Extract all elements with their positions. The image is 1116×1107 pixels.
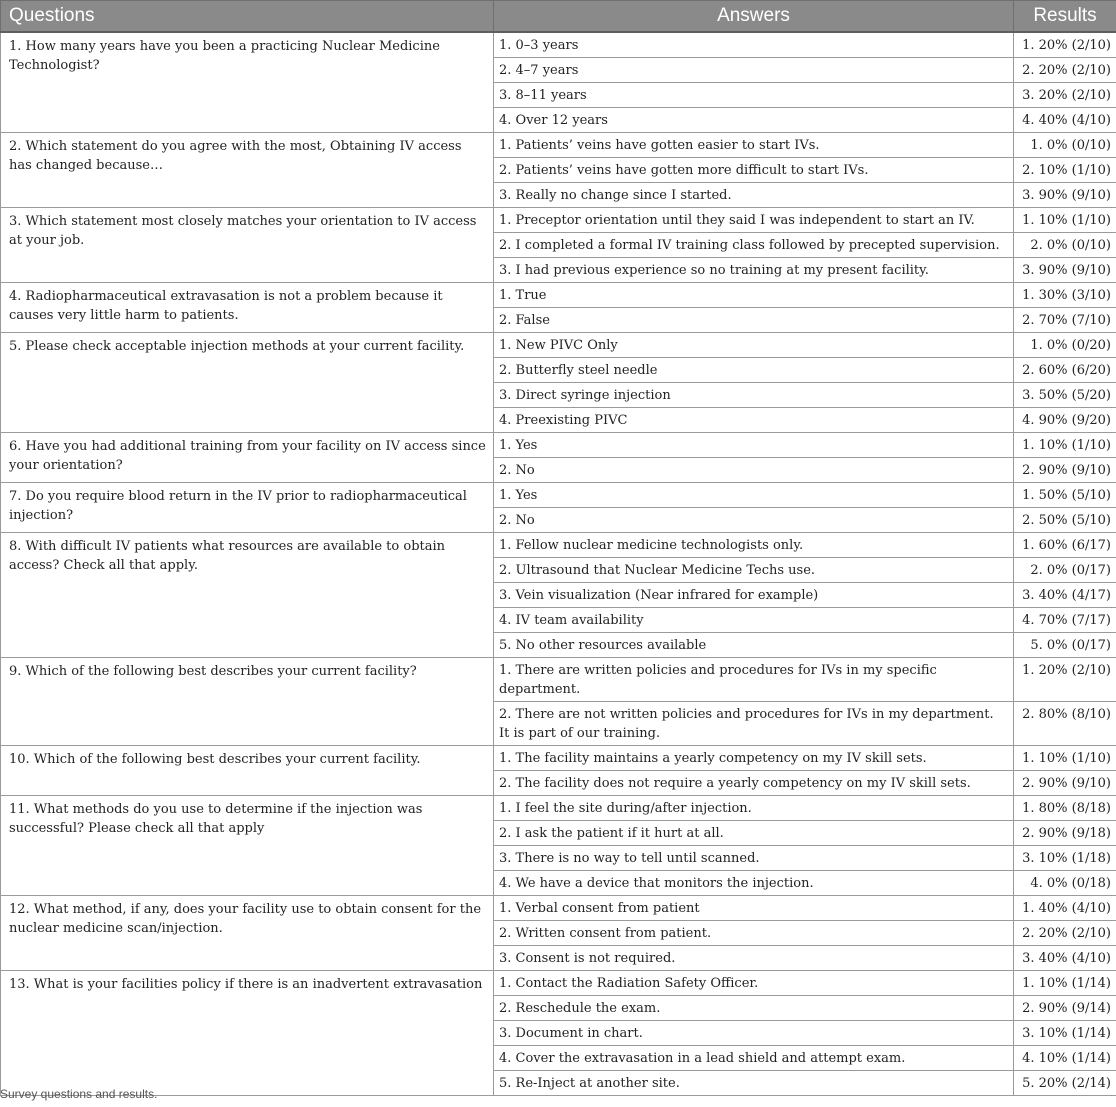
answer-cell: 4. Preexisting PIVC	[494, 408, 1014, 433]
result-cell: 1. 10% (1/10)	[1014, 433, 1116, 458]
answer-cell: 3. There is no way to tell until scanned.	[494, 846, 1014, 871]
result-cell: 4. 40% (4/10)	[1014, 108, 1116, 133]
table-row	[1, 208, 1116, 233]
result-cell: 1. 40% (4/10)	[1014, 896, 1116, 921]
answer-cell: 3. Vein visualization (Near infrared for example)	[494, 583, 1014, 608]
answer-cell: 3. Direct syringe injection	[494, 383, 1014, 408]
answer-cell: 2. No	[494, 508, 1014, 533]
answer-cell: 2. Reschedule the exam.	[494, 996, 1014, 1021]
result-cell: 2. 20% (2/10)	[1014, 921, 1116, 946]
answer-cell: 4. Cover the extravasation in a lead shield and attempt exam.	[494, 1046, 1014, 1071]
answer-cell: 2. Written consent from patient.	[494, 921, 1014, 946]
answer-cell: 5. No other resources available	[494, 633, 1014, 658]
table-row	[1, 283, 1116, 308]
result-cell: 2. 90% (9/18)	[1014, 821, 1116, 846]
answer-cell: 4. We have a device that monitors the injection.	[494, 871, 1014, 896]
result-cell: 1. 10% (1/10)	[1014, 746, 1116, 771]
table-header	[1, 1, 1116, 33]
table-row	[1, 971, 1116, 996]
result-cell: 1. 80% (8/18)	[1014, 796, 1116, 821]
result-cell: 2. 90% (9/10)	[1014, 458, 1116, 483]
result-cell: 2. 80% (8/10)	[1014, 702, 1116, 746]
result-cell: 1. 0% (0/20)	[1014, 333, 1116, 358]
result-cell: 3. 10% (1/14)	[1014, 1021, 1116, 1046]
result-cell: 1. 0% (0/10)	[1014, 133, 1116, 158]
result-cell: 4. 0% (0/18)	[1014, 871, 1116, 896]
answer-cell: 1. New PIVC Only	[494, 333, 1014, 358]
table-row	[1, 333, 1116, 358]
table-row	[1, 483, 1116, 508]
answer-cell: 2. The facility does not require a yearly competency on my IV skill sets.	[494, 771, 1014, 796]
answer-cell: 2. No	[494, 458, 1014, 483]
header-questions: Questions	[1, 1, 494, 33]
result-cell: 2. 0% (0/10)	[1014, 233, 1116, 258]
result-cell: 3. 40% (4/10)	[1014, 946, 1116, 971]
answer-cell: 3. Consent is not required.	[494, 946, 1014, 971]
answer-cell: 2. I completed a formal IV training class followed by precepted supervision.	[494, 233, 1014, 258]
table-row	[1, 658, 1116, 702]
result-cell: 1. 60% (6/17)	[1014, 533, 1116, 558]
answer-cell: 2. Butterfly steel needle	[494, 358, 1014, 383]
header-results: Results	[1014, 1, 1116, 33]
answer-cell: 1. Fellow nuclear medicine technologists only.	[494, 533, 1014, 558]
answer-cell: 4. Over 12 years	[494, 108, 1014, 133]
answer-cell: 1. Yes	[494, 433, 1014, 458]
result-cell: 2. 0% (0/17)	[1014, 558, 1116, 583]
question-cell: 7. Do you require blood return in the IV prior to radiopharmaceutical injection?	[1, 483, 494, 533]
result-cell: 1. 10% (1/10)	[1014, 208, 1116, 233]
answer-cell: 1. Verbal consent from patient	[494, 896, 1014, 921]
result-cell: 2. 70% (7/10)	[1014, 308, 1116, 333]
result-cell: 2. 90% (9/14)	[1014, 996, 1116, 1021]
question-cell: 2. Which statement do you agree with the most, Obtaining IV access has changed because…	[1, 133, 494, 208]
answer-cell: 2. I ask the patient if it hurt at all.	[494, 821, 1014, 846]
result-cell: 5. 20% (2/14)	[1014, 1071, 1116, 1096]
result-cell: 3. 90% (9/10)	[1014, 258, 1116, 283]
question-cell: 4. Radiopharmaceutical extravasation is not a problem because it causes very little harm to patients.	[1, 283, 494, 333]
result-cell: 1. 50% (5/10)	[1014, 483, 1116, 508]
answer-cell: 1. 0–3 years	[494, 32, 1014, 58]
table-row	[1, 796, 1116, 821]
answer-cell: 2. Ultrasound that Nuclear Medicine Techs use.	[494, 558, 1014, 583]
result-cell: 2. 50% (5/10)	[1014, 508, 1116, 533]
answer-cell: 2. Patients’ veins have gotten more difficult to start IVs.	[494, 158, 1014, 183]
question-cell: 9. Which of the following best describes your current facility?	[1, 658, 494, 746]
answer-cell: 3. Document in chart.	[494, 1021, 1014, 1046]
question-cell: 3. Which statement most closely matches your orientation to IV access at your job.	[1, 208, 494, 283]
answer-cell: 2. False	[494, 308, 1014, 333]
table-row	[1, 746, 1116, 771]
result-cell: 2. 10% (1/10)	[1014, 158, 1116, 183]
result-cell: 2. 90% (9/10)	[1014, 771, 1116, 796]
question-cell: 10. Which of the following best describes your current facility.	[1, 746, 494, 796]
table-row	[1, 133, 1116, 158]
table-row	[1, 32, 1116, 58]
result-cell: 3. 20% (2/10)	[1014, 83, 1116, 108]
header-answers: Answers	[494, 1, 1014, 33]
answer-cell: 1. There are written policies and procedures for IVs in my specific department.	[494, 658, 1014, 702]
answer-cell: 1. True	[494, 283, 1014, 308]
answer-cell: 5. Re-Inject at another site.	[494, 1071, 1014, 1096]
result-cell: 2. 60% (6/20)	[1014, 358, 1116, 383]
answer-cell: 2. 4–7 years	[494, 58, 1014, 83]
result-cell: 3. 40% (4/17)	[1014, 583, 1116, 608]
table-caption: Survey questions and results.	[0, 1087, 158, 1101]
result-cell: 2. 20% (2/10)	[1014, 58, 1116, 83]
result-cell: 3. 90% (9/10)	[1014, 183, 1116, 208]
answer-cell: 1. Patients’ veins have gotten easier to start IVs.	[494, 133, 1014, 158]
result-cell: 5. 0% (0/17)	[1014, 633, 1116, 658]
answer-cell: 1. The facility maintains a yearly competency on my IV skill sets.	[494, 746, 1014, 771]
result-cell: 1. 10% (1/14)	[1014, 971, 1116, 996]
question-cell: 6. Have you had additional training from your facility on IV access since your orientation?	[1, 433, 494, 483]
table-row	[1, 896, 1116, 921]
result-cell: 4. 70% (7/17)	[1014, 608, 1116, 633]
answer-cell: 3. Really no change since I started.	[494, 183, 1014, 208]
question-cell: 12. What method, if any, does your facility use to obtain consent for the nuclear medicine scan/injection.	[1, 896, 494, 971]
result-cell: 1. 30% (3/10)	[1014, 283, 1116, 308]
answer-cell: 4. IV team availability	[494, 608, 1014, 633]
result-cell: 1. 20% (2/10)	[1014, 32, 1116, 58]
result-cell: 4. 10% (1/14)	[1014, 1046, 1116, 1071]
table-body	[1, 32, 1116, 1096]
question-cell: 8. With difficult IV patients what resources are available to obtain access? Check all that apply.	[1, 533, 494, 658]
answer-cell: 3. I had previous experience so no training at my present facility.	[494, 258, 1014, 283]
question-cell: 11. What methods do you use to determine if the injection was successful? Please check all that apply	[1, 796, 494, 896]
result-cell: 3. 10% (1/18)	[1014, 846, 1116, 871]
answer-cell: 1. Preceptor orientation until they said I was independent to start an IV.	[494, 208, 1014, 233]
answer-cell: 2. There are not written policies and procedures for IVs in my department. It is part of our training.	[494, 702, 1014, 746]
table-row	[1, 533, 1116, 558]
result-cell: 4. 90% (9/20)	[1014, 408, 1116, 433]
result-cell: 1. 20% (2/10)	[1014, 658, 1116, 702]
answer-cell: 1. I feel the site during/after injection.	[494, 796, 1014, 821]
table-row	[1, 433, 1116, 458]
answer-cell: 1. Contact the Radiation Safety Officer.	[494, 971, 1014, 996]
question-cell: 13. What is your facilities policy if there is an inadvertent extravasation	[1, 971, 494, 1096]
answer-cell: 3. 8–11 years	[494, 83, 1014, 108]
question-cell: 1. How many years have you been a practicing Nuclear Medicine Technologist?	[1, 32, 494, 133]
question-cell: 5. Please check acceptable injection methods at your current facility.	[1, 333, 494, 433]
answer-cell: 1. Yes	[494, 483, 1014, 508]
header-row	[1, 1, 1116, 33]
result-cell: 3. 50% (5/20)	[1014, 383, 1116, 408]
